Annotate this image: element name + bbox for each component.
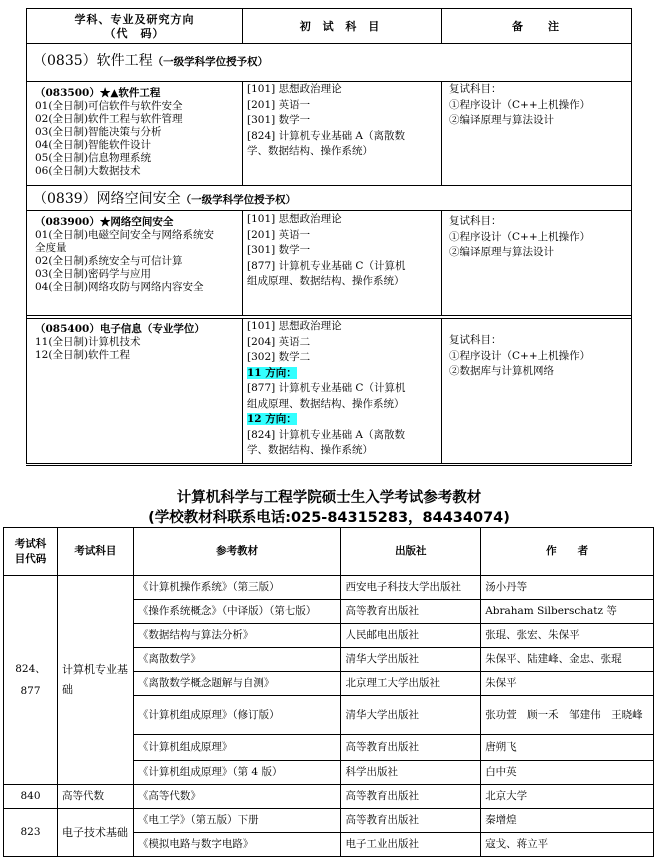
header-book: 参考教材	[133, 528, 341, 576]
author: Abraham Silberschatz 等	[481, 600, 654, 624]
author: 唐朔飞	[481, 735, 654, 761]
header-code: 考试科目代码	[4, 528, 58, 576]
publisher: 高等教育出版社	[341, 809, 481, 833]
category-cyberspace-security: （0839）网络空间安全（一级学科学位授予权）	[33, 191, 297, 207]
exam-subjects-block: [101] 思想政治理论 [204] 英语二 [302] 数学二 11 方向： [877] 计算机专业基础 C（计算机 组成原理、数据结构、操作系统） 12 方向： [824] 计算机专业基础 A（离散数 学、数据结构、操作系统）	[247, 320, 406, 456]
major-block: （083900）★网络空间安全 01(全日制)电磁空间安全与网络系统安 全度量 02(全日制)系统安全与可信计算 03(全日制)密码学与应用 04(全日制)网络攻防与网络内容安全	[35, 216, 215, 293]
book-title: 《高等代数》	[133, 785, 341, 809]
author: 秦增煌	[481, 809, 654, 833]
direction-11-label: 11 方向：	[247, 366, 297, 379]
header-author: 作 者	[481, 528, 654, 576]
table-row	[4, 576, 654, 600]
table-row	[4, 785, 654, 809]
author: 张功萱 顾一禾 邹建伟 王晓峰	[481, 696, 654, 735]
author: 朱保平	[481, 672, 654, 696]
book-title: 《操作系统概念》（中译版）（第七版）	[133, 600, 341, 624]
exam-subjects-block: [101] 思想政治理论 [201] 英语一 [301] 数学一 [824] 计算机专业基础 A（离散数 学、数据结构、操作系统）	[247, 83, 405, 157]
exam-subject: 计算机专业基础	[57, 576, 133, 785]
author: 汤小丹等	[481, 576, 654, 600]
header-subject: 考试科目	[57, 528, 133, 576]
page-title: 计算机科学与工程学院硕士生入学考试参考教材	[176, 490, 482, 506]
reference-books-table	[3, 527, 654, 857]
exam-subject: 高等代数	[57, 785, 133, 809]
publisher: 电子工业出版社	[341, 833, 481, 857]
publisher: 高等教育出版社	[341, 735, 481, 761]
publisher: 科学出版社	[341, 761, 481, 785]
publisher: 高等教育出版社	[341, 785, 481, 809]
direction-12-label: 12 方向：	[247, 413, 297, 425]
exam-code: 840	[4, 785, 58, 809]
book-title: 《模拟电路与数字电路》	[133, 833, 341, 857]
publisher: 高等教育出版社	[341, 600, 481, 624]
major-block: （085400）电子信息（专业学位） 11(全日制)计算机技术 12(全日制)软件工程	[35, 323, 205, 361]
exam-subject: 电子技术基础	[57, 809, 133, 857]
author: 北京大学	[481, 785, 654, 809]
table-header-row	[4, 528, 654, 576]
publisher: 北京理工大学出版社	[341, 672, 481, 696]
exam-subjects-block: [101] 思想政治理论 [201] 英语一 [301] 数学一 [877] 计算机专业基础 C（计算机 组成原理、数据结构、操作系统）	[247, 213, 406, 287]
book-title: 《计算机组成原理》	[133, 735, 341, 761]
table-row	[4, 809, 654, 833]
header-remarks: 备 注	[512, 20, 560, 33]
publisher: 清华大学出版社	[341, 696, 481, 735]
header-discipline: 学科、专业及研究方向 （代 码）	[74, 13, 195, 40]
book-title: 《离散数学》	[133, 648, 341, 672]
category-software-engineering: （0835）软件工程（一级学科学位授予权）	[33, 53, 269, 69]
exam-code: 824、877	[4, 576, 58, 785]
author: 寇戈、蒋立平	[481, 833, 654, 857]
publisher: 人民邮电出版社	[341, 624, 481, 648]
header-exam-subjects: 初 试 科 目	[299, 20, 384, 33]
book-title: 《数据结构与算法分析》	[133, 624, 341, 648]
admission-catalog-table	[26, 8, 632, 464]
author: 张琨、张宏、朱保平	[481, 624, 654, 648]
book-title: 《计算机组成原理》（第 4 版）	[133, 761, 341, 785]
contact-phone: (学校教材科联系电话:025-84315283，84434074)	[148, 510, 510, 526]
book-title: 《离散数学概念题解与自测》	[133, 672, 341, 696]
exam-code: 823	[4, 809, 58, 857]
major-block: （083500）★▲软件工程 01(全日制)可信软件与软件安全 02(全日制)软件工程与软件管理 03(全日制)智能决策与分析 04(全日制)智能软件设计 05(全日制)信息物理系统 06(全日制)大数据技术	[35, 87, 183, 177]
book-title: 《计算机操作系统》（第三版）	[133, 576, 341, 600]
publisher: 清华大学出版社	[341, 648, 481, 672]
book-title: 《计算机组成原理》（修订版）	[133, 696, 341, 735]
author: 朱保平、陆建峰、金忠、张琨	[481, 648, 654, 672]
publisher: 西安电子科技大学出版社	[341, 576, 481, 600]
header-publisher: 出版社	[341, 528, 481, 576]
author: 白中英	[481, 761, 654, 785]
remarks-block: 复试科目： ①程序设计（C++上机操作） ②编译原理与算法设计	[449, 83, 591, 126]
book-title: 《电工学》（第五版）下册	[133, 809, 341, 833]
remarks-block: 复试科目： ①程序设计（C++上机操作） ②数据库与计算机网络	[449, 334, 591, 377]
remarks-block: 复试科目： ①程序设计（C++上机操作） ②编译原理与算法设计	[449, 215, 591, 258]
